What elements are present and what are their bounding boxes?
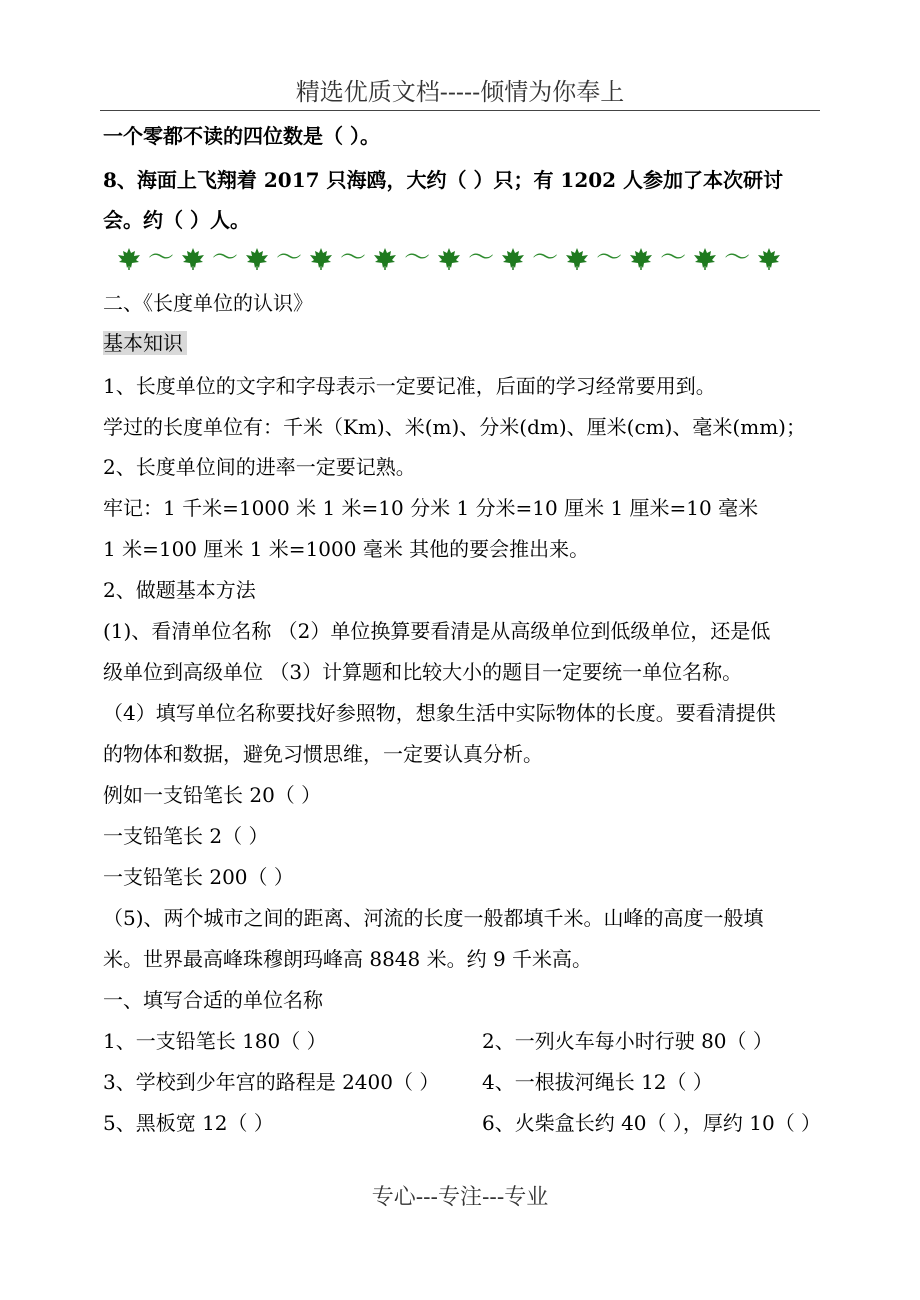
page-header: 精选优质文档-----倾情为你奉上: [100, 74, 820, 111]
text-line: （4）填写单位名称要找好参照物，想象生活中实际物体的长度。要看清提供: [103, 701, 776, 725]
text-line: (1)、看清单位名称 （2）单位换算要看清是从高级单位到低级单位，还是低: [103, 619, 771, 643]
text-line: 1、长度单位的文字和字母表示一定要记准，后面的学习经常要用到。: [103, 374, 716, 398]
text-line: 学过的长度单位有：千米（Km)、米(m)、分米(dm)、厘米(cm)、毫米(mm)；: [103, 415, 806, 439]
exercise-item: 4、一根拔河绳长 12（ ）: [482, 1070, 713, 1094]
tilde-separator: ～: [468, 243, 495, 273]
leaf-icon: [756, 246, 782, 270]
exercise-item: 5、黑板宽 12（ ）: [103, 1111, 274, 1135]
text-line: 2、做题基本方法: [103, 578, 256, 602]
tilde-separator: ～: [276, 243, 303, 273]
basic-knowledge-label: 基本知识: [103, 331, 187, 355]
example-line: 一支铅笔长 2（ ）: [103, 824, 269, 848]
leaf-icon: [500, 246, 526, 270]
leaf-icon: [692, 246, 718, 270]
leaf-icon: [372, 246, 398, 270]
leaf-icon: [244, 246, 270, 270]
example-line: 例如一支铅笔长 20（ ）: [103, 783, 322, 807]
leaf-icon: [308, 246, 334, 270]
leaf-icon: [180, 246, 206, 270]
leaf-divider: [116, 243, 816, 273]
exercise-item: 3、学校到少年宫的路程是 2400（ ）: [103, 1070, 440, 1094]
leaf-icon: [436, 246, 462, 270]
exercise-item: 6、火柴盒长约 40（ ），厚约 10（ ）: [482, 1111, 822, 1135]
text-line: 1 米=100 厘米 1 米=1000 毫米 其他的要会推出来。: [103, 537, 590, 561]
example-line: 一支铅笔长 200（ ）: [103, 865, 294, 889]
text-line: 米。世界最高峰珠穆朗玛峰高 8848 米。约 9 千米高。: [103, 947, 593, 971]
text-line: 2、长度单位间的进率一定要记熟。: [103, 455, 416, 479]
tilde-separator: ～: [212, 243, 239, 273]
exercise-item: 1、一支铅笔长 180（ ）: [103, 1029, 327, 1053]
tilde-separator: ～: [724, 243, 751, 273]
page-footer: 专心---专注---专业: [371, 1185, 549, 1210]
leaf-icon: [564, 246, 590, 270]
tilde-separator: ～: [340, 243, 367, 273]
question-line: 8、海面上飞翔着 2017 只海鸥，大约（ ）只；有 1202 人参加了本次研讨: [103, 168, 784, 192]
question-line: 一个零都不读的四位数是（ ）。: [103, 124, 380, 148]
text-line: 的物体和数据，避免习惯思维，一定要认真分析。: [103, 742, 543, 766]
tilde-separator: ～: [404, 243, 431, 273]
tilde-separator: ～: [148, 243, 175, 273]
text-line: 级单位到高级单位 （3）计算题和比较大小的题目一定要统一单位名称。: [103, 660, 743, 684]
text-line: 牢记：1 千米=1000 米 1 米=10 分米 1 分米=10 厘米 1 厘米=10 毫米: [103, 496, 759, 520]
text-line: （5)、两个城市之间的距离、河流的长度一般都填千米。山峰的高度一般填: [103, 906, 764, 930]
leaf-icon: [628, 246, 654, 270]
tilde-separator: ～: [532, 243, 559, 273]
exercise-title: 一、填写合适的单位名称: [103, 988, 323, 1012]
leaf-icon: [116, 246, 142, 270]
tilde-separator: ～: [596, 243, 623, 273]
tilde-separator: ～: [660, 243, 687, 273]
exercise-item: 2、一列火车每小时行驶 80（ ）: [482, 1029, 773, 1053]
section-title: 二、《长度单位的认识》: [103, 291, 313, 315]
question-line: 会。约（ ）人。: [103, 208, 250, 232]
